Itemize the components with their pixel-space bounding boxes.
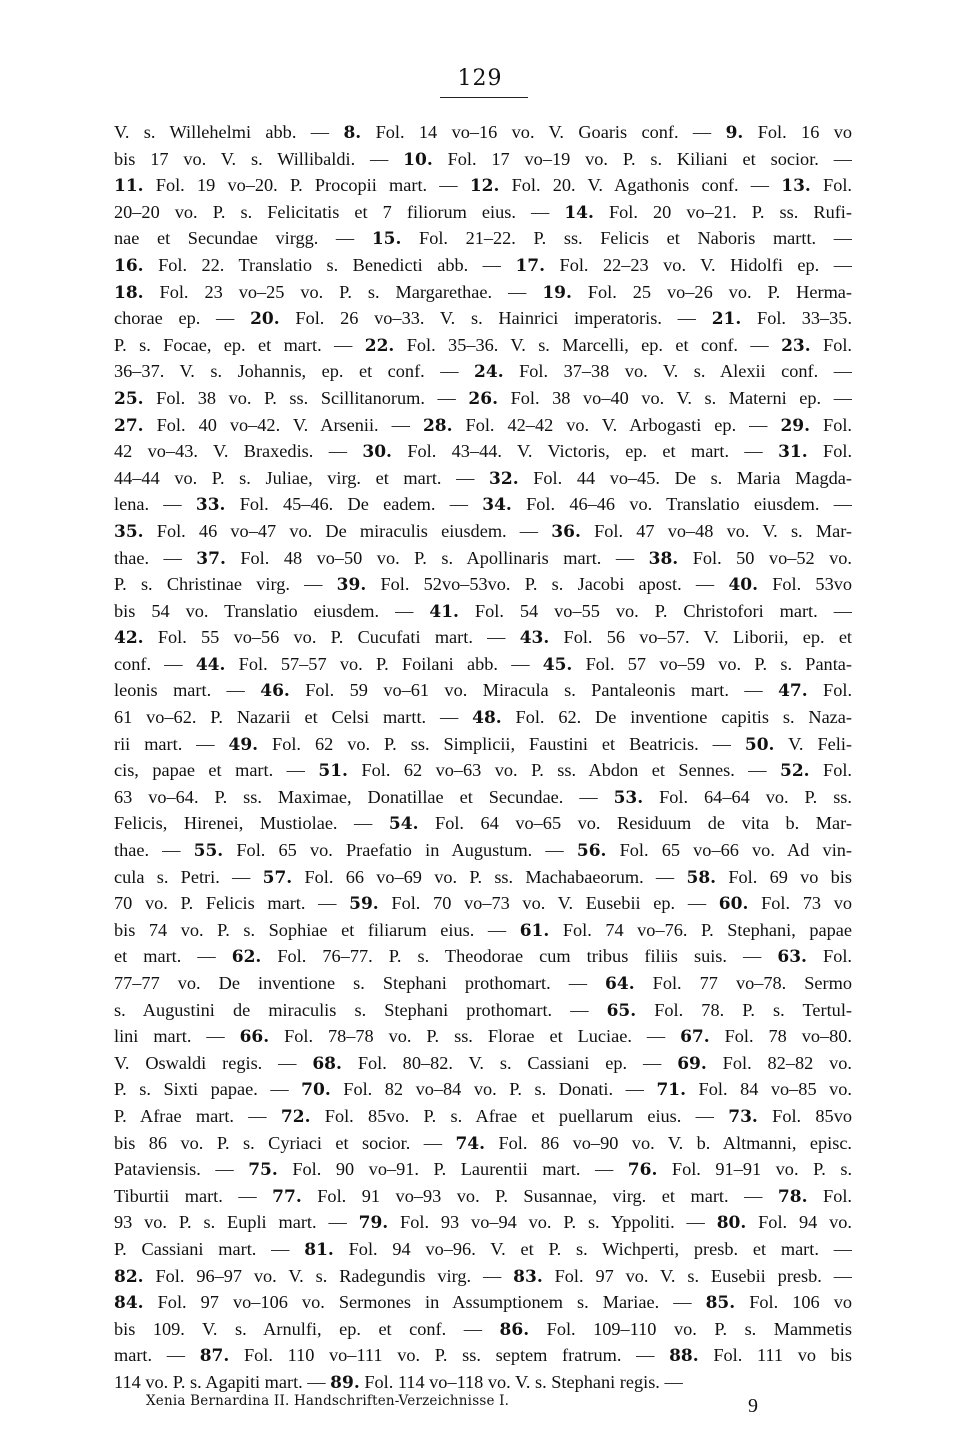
entry-number: 26. [468,388,498,409]
text-line: Tiburtii mart. — 77. Fol. 91 vo–93 vo. P. Susannae, virg. et mart. — 78. Fol. [114,1185,852,1207]
entry-number: 41. [429,601,459,622]
text-line: V. s. Willehelmi abb. — 8. Fol. 14 vo–16 vo. V. Goaris conf. — 9. Fol. 16 vo [114,122,852,143]
entry-number: 35. [114,521,144,542]
text-line: P. s. Focae, ep. et mart. — 22. Fol. 35–36. V. s. Marcelli, ep. et conf. — 23. Fol. [114,334,852,356]
entry-number: 86. [499,1319,530,1340]
entry-number: 45. [542,654,573,675]
text-line: bis 109. V. s. Arnulfi, ep. et conf. — 86. Fol. 109–110 vo. P. s. Mammetis [114,1318,852,1340]
entry-number: 61. [519,920,550,941]
signature-mark: 9 [748,1395,758,1417]
entry-number: 14. [564,202,594,223]
entry-number: 70. [301,1080,331,1101]
entry-number: 52. [780,761,810,782]
entry-number: 72. [280,1106,311,1127]
entry-number: 60. [718,894,749,915]
text-line: thae. — 55. Fol. 65 vo. Praefatio in Augustum. — 56. Fol. 65 vo–66 vo. Ad vin- [114,840,852,862]
text-line: V. Oswaldi regis. — 68. Fol. 80–82. V. s. Cassiani ep. — 69. Fol. 82–82 vo. [114,1052,852,1074]
entry-number: 36. [551,521,581,542]
entry-number: 67. [680,1027,710,1048]
entry-number: 15. [371,229,402,250]
text-line: 42. Fol. 55 vo–56 vo. P. Cucufati mart. — 43. Fol. 56 vo–57. V. Liborii, ep. et [114,627,852,649]
text-line: s. Augustini de miraculis s. Stephani prothomart. — 65. Fol. 78. P. s. Tertul- [114,999,852,1021]
entry-number: 47. [778,681,808,702]
entry-number: 10. [403,149,433,170]
entry-number: 37. [196,548,226,569]
text-line: 84. Fol. 97 vo–106 vo. Sermones in Assumptionem s. Mariae. — 85. Fol. 106 vo [114,1292,852,1314]
entry-number: 81. [304,1239,334,1260]
entry-number: 34. [482,495,512,516]
entry-number: 80. [716,1213,747,1234]
catalog-body-text [114,119,852,1396]
entry-number: 73. [728,1106,758,1127]
entry-number: 29. [780,415,811,436]
text-line: 70 vo. P. Felicis mart. — 59. Fol. 70 vo–73 vo. V. Eusebii ep. — 60. Fol. 73 vo [114,893,852,915]
text-line: 11. Fol. 19 vo–20. P. Procopii mart. — 12. Fol. 20. V. Agathonis conf. — 13. Fol. [114,175,852,197]
entry-number: 32. [489,468,519,489]
entry-number: 65. [606,1000,637,1021]
text-line: 36–37. V. s. Johannis, ep. et conf. — 24. Fol. 37–38 vo. V. s. Alexii conf. — [114,361,852,383]
entry-number: 22. [364,335,395,356]
footer-series-title: Xenia Bernardina II. Handschriften-Verzeichnisse I. [146,1393,510,1409]
text-line: P. s. Christinae virg. — 39. Fol. 52vo–53vo. P. s. Jacobi apost. — 40. Fol. 53vo [114,574,852,596]
text-line: 77–77 vo. De inventione s. Stephani prothomart. — 64. Fol. 77 vo–78. Sermo [114,973,852,994]
entry-number: 25. [114,388,144,409]
entry-number: 57. [262,867,293,888]
entry-number: 68. [312,1053,342,1074]
entry-number: 48. [472,708,502,729]
entry-number: 89. [330,1372,360,1393]
text-line: 114 vo. P. s. Agapiti mart. — 89. Fol. 114 vo–118 vo. V. s. Stephani regis. — [114,1371,683,1393]
entry-number: 84. [114,1293,144,1314]
entry-number: 71. [656,1080,687,1101]
text-line: mart. — 87. Fol. 110 vo–111 vo. P. ss. septem fratrum. — 88. Fol. 111 vo bis [114,1345,852,1367]
entry-number: 42. [114,628,144,649]
entry-number: 50. [744,734,775,755]
entry-number: 17. [515,255,546,276]
entry-number: 27. [114,415,144,436]
entry-number: 63. [777,947,807,968]
entry-number: 12. [469,176,500,197]
text-line: leonis mart. — 46. Fol. 59 vo–61 vo. Miracula s. Pantaleonis mart. — 47. Fol. [114,680,852,702]
text-line: bis 74 vo. P. s. Sophiae et filiarum eius. — 61. Fol. 74 vo–76. P. Stephani, papae [114,919,852,941]
text-line: P. Afrae mart. — 72. Fol. 85vo. P. s. Afrae et puellarum eius. — 73. Fol. 85vo [114,1105,852,1127]
entry-number: 85. [705,1293,736,1314]
entry-number: 75. [248,1160,278,1181]
text-line: thae. — 37. Fol. 48 vo–50 vo. P. s. Apollinaris mart. — 38. Fol. 50 vo–52 vo. [114,547,852,569]
entry-number: 77. [272,1186,302,1207]
text-line: 25. Fol. 38 vo. P. ss. Scillitanorum. — 26. Fol. 38 vo–40 vo. V. s. Materni ep. — [114,387,852,409]
entry-number: 74. [455,1133,486,1154]
entry-number: 18. [114,282,144,303]
entry-number: 66. [239,1027,270,1048]
page-footer [114,1393,852,1417]
text-line: nae et Secundae virgg. — 15. Fol. 21–22. P. ss. Felicis et Naboris martt. — [114,228,852,250]
text-line: 20–20 vo. P. s. Felicitatis et 7 filiorum eius. — 14. Fol. 20 vo–21. P. ss. Rufi- [114,201,852,223]
text-line: P. Cassiani mart. — 81. Fol. 94 vo–96. V. et P. s. Wichperti, presb. et mart. — [114,1238,852,1260]
entry-number: 55. [193,841,224,862]
entry-number: 20. [250,309,280,330]
entry-number: 40. [728,575,759,596]
entry-number: 43. [519,628,550,649]
entry-number: 82. [114,1266,144,1287]
entry-number: 79. [358,1213,389,1234]
entry-number: 78. [777,1186,808,1207]
text-line: cis, papae et mart. — 51. Fol. 62 vo–63 vo. P. ss. Abdon et Sennes. — 52. Fol. [114,760,852,782]
text-line: et mart. — 62. Fol. 76–77. P. s. Theodorae cum tribus filiis suis. — 63. Fol. [114,946,852,968]
text-line: rii mart. — 49. Fol. 62 vo. P. ss. Simplicii, Faustini et Beatricis. — 50. V. Feli- [114,733,852,755]
text-line: lini mart. — 66. Fol. 78–78 vo. P. ss. Florae et Luciae. — 67. Fol. 78 vo–80. [114,1026,852,1048]
entry-number: 9. [725,123,744,143]
entry-number: 38. [648,548,679,569]
entry-number: 53. [613,787,644,808]
text-line: 18. Fol. 23 vo–25 vo. P. s. Margarethae. — 19. Fol. 25 vo–26 vo. P. Herma- [114,281,852,303]
entry-number: 87. [199,1346,230,1367]
header-rule [440,97,528,98]
text-line: 61 vo–62. P. Nazarii et Celsi martt. — 48. Fol. 62. De inventione capitis s. Naza- [114,707,852,729]
entry-number: 64. [605,974,635,994]
text-line: bis 86 vo. P. s. Cyriaci et socior. — 74. Fol. 86 vo–90 vo. V. b. Altmanni, episc. [114,1132,852,1154]
entry-number: 30. [362,442,392,463]
text-line: P. s. Sixti papae. — 70. Fol. 82 vo–84 vo. P. s. Donati. — 71. Fol. 84 vo–85 vo. [114,1079,852,1101]
entry-number: 13. [781,176,811,197]
entry-number: 16. [114,255,144,276]
text-line: conf. — 44. Fol. 57–57 vo. P. Foilani abb. — 45. Fol. 57 vo–59 vo. P. s. Panta- [114,653,852,675]
entry-number: 83. [513,1266,543,1287]
entry-number: 28. [422,415,453,436]
entry-number: 39. [336,575,367,596]
text-line: Pataviensis. — 75. Fol. 90 vo–91. P. Laurentii mart. — 76. Fol. 91–91 vo. P. s. [114,1159,852,1181]
text-line: bis 17 vo. V. s. Willibaldi. — 10. Fol. 17 vo–19 vo. P. s. Kiliani et socior. — [114,148,852,170]
entry-number: 31. [778,442,808,463]
entry-number: 8. [343,123,362,143]
entry-number: 54. [388,814,419,835]
entry-number: 49. [228,734,259,755]
entry-number: 62. [231,947,262,968]
text-line: 42 vo–43. V. Braxedis. — 30. Fol. 43–44. V. Victoris, ep. et mart. — 31. Fol. [114,441,852,463]
entry-number: 46. [260,681,290,702]
text-line: bis 54 vo. Translatio eiusdem. — 41. Fol. 54 vo–55 vo. P. Christofori mart. — [114,600,852,622]
text-line: chorae ep. — 20. Fol. 26 vo–33. V. s. Hainrici imperatoris. — 21. Fol. 33–35. [114,308,852,330]
entry-number: 44. [195,654,226,675]
text-line: 44–44 vo. P. s. Juliae, virg. et mart. — 32. Fol. 44 vo–45. De s. Maria Magda- [114,467,852,489]
text-line: 35. Fol. 46 vo–47 vo. De miraculis eiusdem. — 36. Fol. 47 vo–48 vo. V. s. Mar- [114,520,852,542]
entry-number: 88. [669,1346,699,1367]
entry-number: 11. [114,176,144,197]
entry-number: 51. [318,761,348,782]
entry-number: 76. [627,1160,658,1181]
entry-number: 69. [677,1053,707,1074]
entry-number: 59. [349,894,379,915]
text-line: Felicis, Hirenei, Mustiolae. — 54. Fol. 64 vo–65 vo. Residuum de vita b. Mar- [114,813,852,835]
entry-number: 56. [576,841,607,862]
entry-number: 19. [542,282,572,303]
text-line: 27. Fol. 40 vo–42. V. Arsenii. — 28. Fol. 42–42 vo. V. Arbogasti ep. — 29. Fol. [114,414,852,436]
text-line: 16. Fol. 22. Translatio s. Benedicti abb. — 17. Fol. 22–23 vo. V. Hidolfi ep. — [114,254,852,276]
text-line: 82. Fol. 96–97 vo. V. s. Radegundis virg. — 83. Fol. 97 vo. V. s. Eusebii presb. — [114,1265,852,1287]
text-line: 63 vo–64. P. ss. Maximae, Donatillae et Secundae. — 53. Fol. 64–64 vo. P. ss. [114,786,852,808]
entry-number: 24. [474,362,504,383]
entry-number: 58. [686,867,717,888]
entry-number: 23. [781,335,811,356]
entry-number: 21. [711,309,742,330]
page-number: 129 [457,66,503,91]
text-line: lena. — 33. Fol. 45–46. De eadem. — 34. Fol. 46–46 vo. Translatio eiusdem. — [114,494,852,516]
text-line: 93 vo. P. s. Eupli mart. — 79. Fol. 93 vo–94 vo. P. s. Yppoliti. — 80. Fol. 94 vo. [114,1212,852,1234]
text-line: cula s. Petri. — 57. Fol. 66 vo–69 vo. P. ss. Machabaeorum. — 58. Fol. 69 vo bis [114,866,852,888]
entry-number: 33. [195,495,226,516]
